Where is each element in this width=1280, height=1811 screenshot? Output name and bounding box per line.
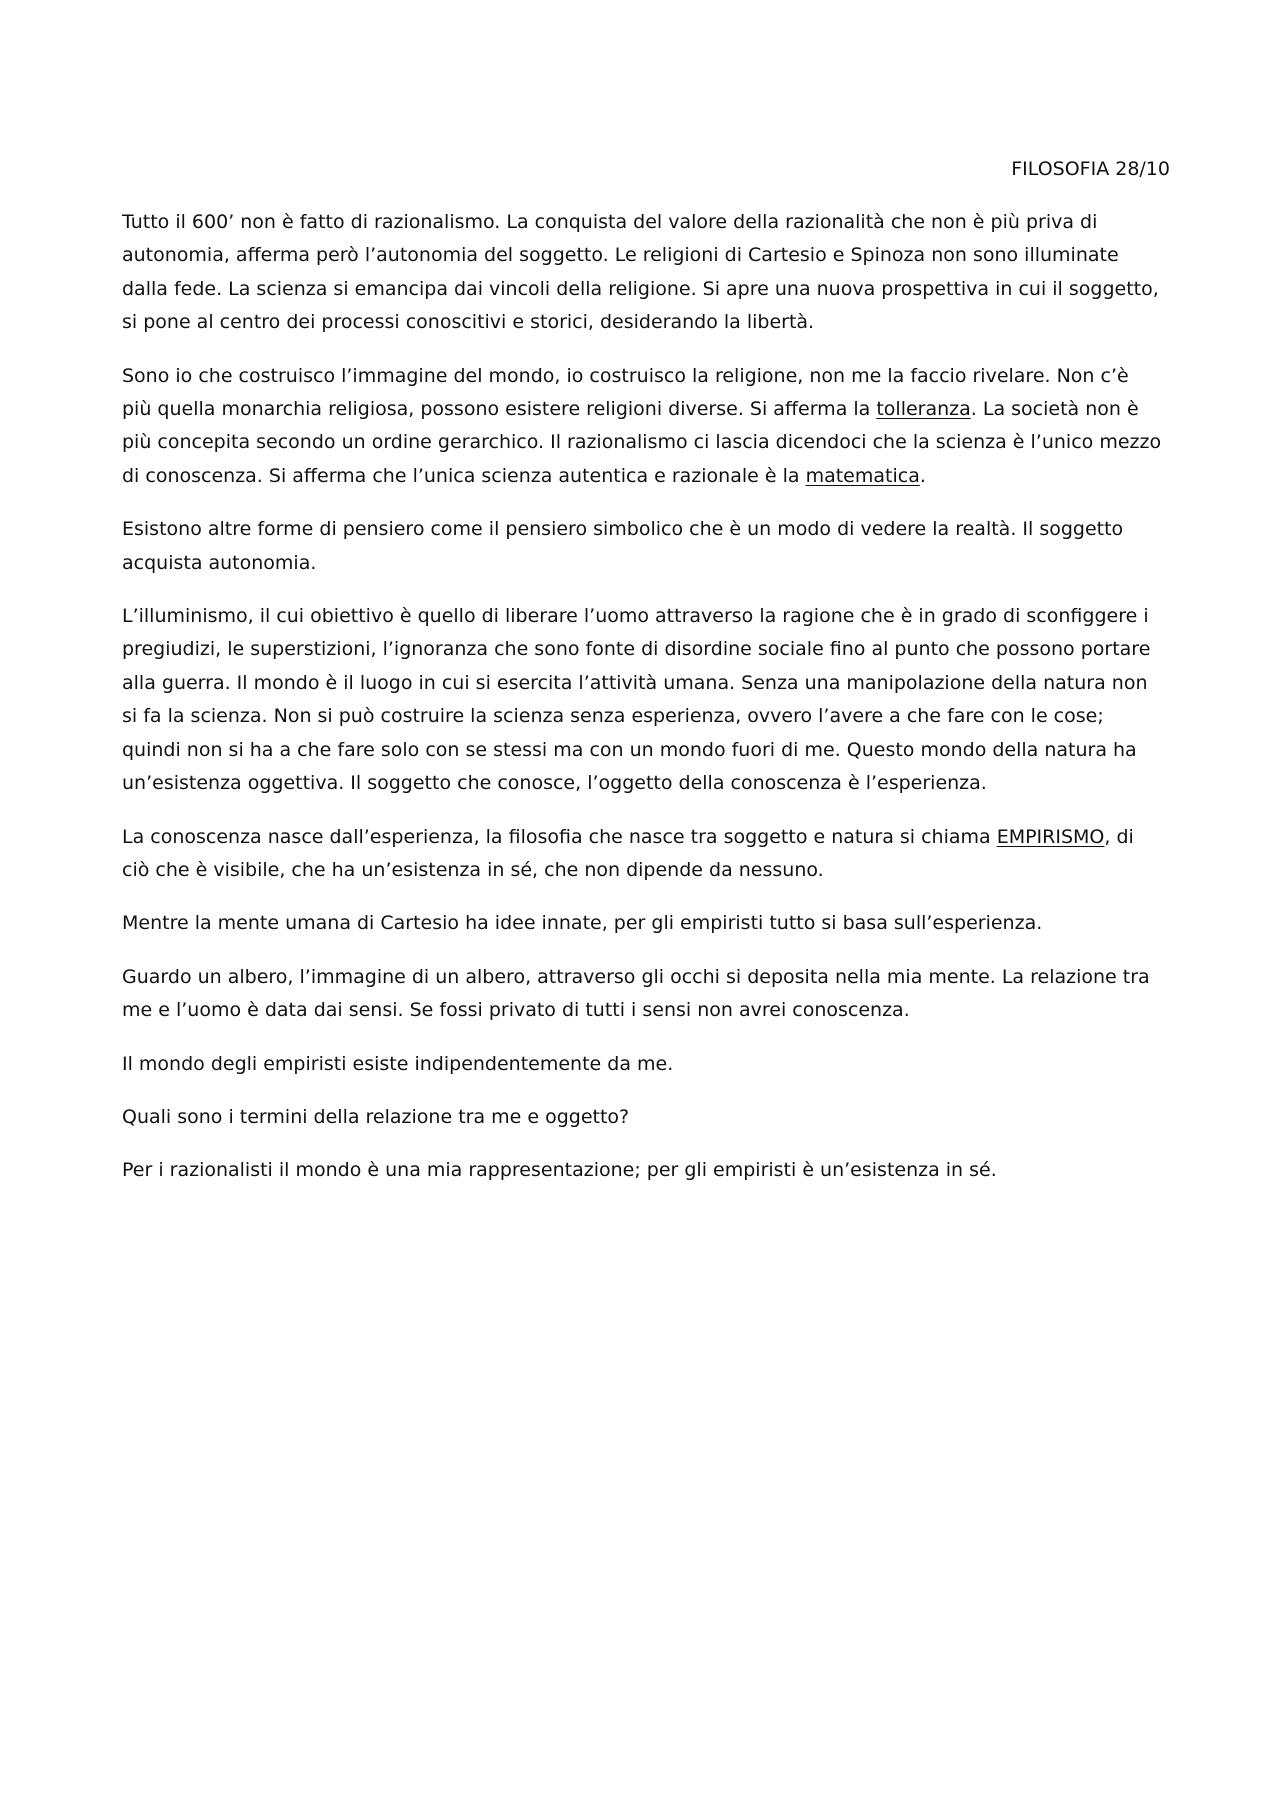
paragraph-5-text-a: La conoscenza nasce dall’esperienza, la filosofia che nasce tra soggetto e natura si chiama — [122, 825, 997, 848]
paragraph-4: L’illuminismo, il cui obiettivo è quello di liberare l’uomo attraverso la ragione che è in grado di sconfiggere i pregiudizi, le superstizioni, l’ignoranza che sono fonte di disordine sociale fino al punto che possono portare alla guerra. Il mondo è il luogo in cui si esercita l’attività umana. Senza una manipolazione della natura non si fa la scienza. Non si può costruire la scienza senza esperienza, ovvero l’avere a che fare con le cose; quindi non si ha a che fare solo con se stessi ma con un mondo fuori di me. Questo mondo della natura ha un’esistenza oggettiva. Il soggetto che conosce, l’oggetto della conoscenza è l’esperienza. — [122, 605, 1151, 795]
paragraph-2-text-c: . — [919, 464, 926, 487]
paragraph-6: Mentre la mente umana di Cartesio ha idee innate, per gli empiristi tutto si basa sull’esperienza. — [122, 912, 1043, 935]
paragraph-10: Per i razionalisti il mondo è una mia rappresentazione; per gli empiristi è un’esistenza in sé. — [122, 1159, 997, 1182]
paragraph-2 — [122, 360, 1164, 494]
paragraph-9: Quali sono i termini della relazione tra me e oggetto? — [122, 1105, 630, 1128]
paragraph-7: Guardo un albero, l’immagine di un albero, attraverso gli occhi si deposita nella mia mente. La relazione tra me e l’uomo è data dai sensi. Se fossi privato di tutti i sensi non avrei conoscenza. — [122, 965, 1150, 1022]
paragraph-5 — [122, 821, 1164, 888]
paragraph-8: Il mondo degli empiristi esiste indipendentemente da me. — [122, 1052, 674, 1075]
paragraph-2-text-b: . La società non è più concepita secondo un ordine gerarchico. Il razionalismo ci lascia dicendoci che la scienza è l’unico mezzo di conoscenza. Si afferma che l’unica scienza autentica e razionale è la — [122, 398, 1162, 487]
term-empirismo: EMPIRISMO — [996, 825, 1105, 848]
document-body — [122, 206, 1164, 1208]
document-header: FILOSOFIA 28/10 — [1011, 158, 1170, 180]
paragraph-3: Esistono altre forme di pensiero come il pensiero simbolico che è un modo di vedere la realtà. Il soggetto acquista autonomia. — [122, 518, 1124, 574]
paragraph-1: Tutto il 600’ non è fatto di razionalismo. La conquista del valore della razionalità che non è più priva di autonomia, afferma però l’autonomia del soggetto. Le religioni di Cartesio e Spinoza non sono illuminate dalla fede. La scienza si emancipa dai vincoli della religione. Si apre una nuova prospettiva in cui il soggetto, si pone al centro dei processi conoscitivi e storici, desiderando la libertà. — [122, 211, 1159, 334]
term-tolleranza: tolleranza — [876, 398, 971, 421]
paragraph-5-text-b: , di ciò che è visibile, che ha un’esistenza in sé, che non dipende da nessuno. — [122, 825, 1134, 881]
term-matematica: matematica — [805, 464, 920, 487]
paragraph-2-text-a: Sono io che costruisco l’immagine del mondo, io costruisco la religione, non me la faccio rivelare. Non c’è più quella monarchia religiosa, possono esistere religioni diverse. Si afferma la — [122, 364, 1129, 421]
